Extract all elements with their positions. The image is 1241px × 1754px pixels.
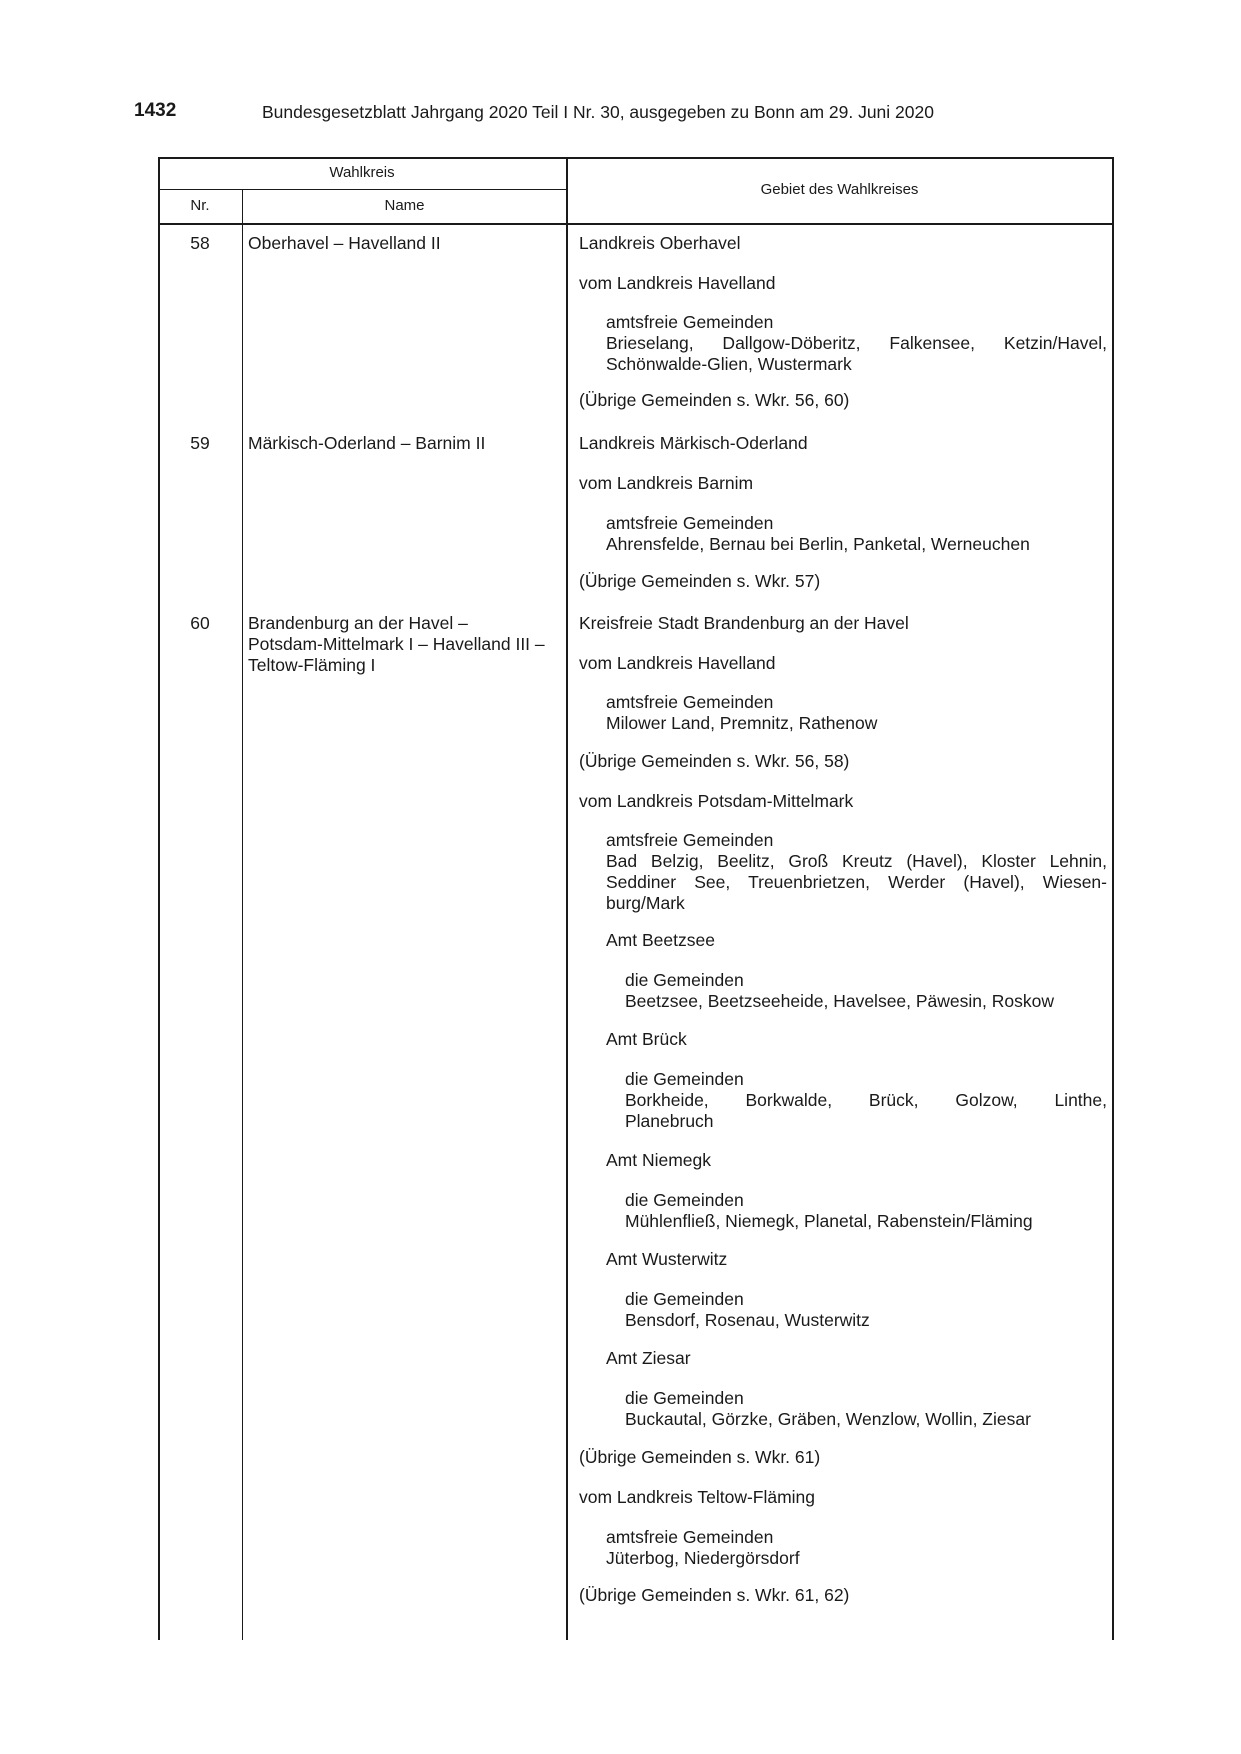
area-entry xyxy=(606,830,1107,914)
area-line: Landkreis Märkisch-Oderland xyxy=(579,433,808,453)
area-entry xyxy=(579,653,1107,674)
area-line: Amt Brück xyxy=(606,1029,687,1049)
area-line: (Übrige Gemeinden s. Wkr. 61) xyxy=(579,1447,821,1467)
area-entry xyxy=(606,1150,1107,1171)
header-gebiet: Gebiet des Wahlkreises xyxy=(760,181,919,198)
row-59-name: Märkisch-Oderland – Barnim II xyxy=(248,433,486,453)
area-line: amtsfreie Gemeinden xyxy=(606,513,774,533)
row-60-name xyxy=(248,613,568,676)
area-line: amtsfreie Gemeinden xyxy=(606,692,774,712)
area-line: Jüterbog, Niedergörsdorf xyxy=(606,1548,800,1568)
nr-name-divider xyxy=(242,189,243,1640)
area-line: burg/Mark xyxy=(606,893,685,913)
area-line: Kreisfreie Stadt Brandenburg an der Havel xyxy=(579,613,909,633)
area-line: vom Landkreis Barnim xyxy=(579,473,754,493)
area-line: Planebruch xyxy=(625,1111,714,1131)
area-line: Ahrensfelde, Bernau bei Berlin, Panketal, Werneuchen xyxy=(606,534,1030,554)
name-line: Teltow-Fläming I xyxy=(248,655,376,675)
header-bottom-rule xyxy=(158,223,1113,225)
area-line: Brieselang, Dallgow-Döberitz, Falkensee, Ketzin/Havel, xyxy=(606,333,1107,353)
header-wahlkreis: Wahlkreis xyxy=(329,164,395,181)
table-top-rule xyxy=(158,157,1113,159)
area-line: Mühlenfließ, Niemegk, Planetal, Rabenstein/Fläming xyxy=(625,1211,1033,1231)
constituency-table xyxy=(158,157,1113,1640)
area-entry xyxy=(579,751,1107,772)
area-entry xyxy=(579,1447,1107,1468)
header-name: Name xyxy=(384,197,425,214)
area-line: Seddiner See, Treuenbrietzen, Werder (Havel), Wiesen- xyxy=(606,872,1107,892)
area-entry xyxy=(606,1029,1107,1050)
area-line: (Übrige Gemeinden s. Wkr. 61, 62) xyxy=(579,1585,850,1605)
area-entry xyxy=(606,1527,1107,1569)
area-line: Amt Beetzsee xyxy=(606,930,715,950)
header-mid-rule xyxy=(158,189,566,190)
area-line: die Gemeinden xyxy=(625,1289,744,1309)
area-entry xyxy=(579,571,1107,592)
row-59-nr: 59 xyxy=(190,433,210,453)
area-entry xyxy=(625,1069,1107,1132)
row-58-name: Oberhavel – Havelland II xyxy=(248,233,441,253)
area-entry xyxy=(579,390,1107,411)
area-entry xyxy=(625,1289,1107,1331)
area-entry xyxy=(606,1249,1107,1270)
area-line: Amt Ziesar xyxy=(606,1348,691,1368)
page-header xyxy=(0,100,1241,126)
area-entry xyxy=(606,930,1107,951)
area-entry xyxy=(625,1190,1107,1232)
area-entry xyxy=(579,433,1107,454)
area-line: Landkreis Oberhavel xyxy=(579,233,741,253)
area-line: amtsfreie Gemeinden xyxy=(606,830,774,850)
area-line: vom Landkreis Havelland xyxy=(579,653,776,673)
area-line: vom Landkreis Potsdam-Mittelmark xyxy=(579,791,854,811)
area-line: vom Landkreis Havelland xyxy=(579,273,776,293)
area-line: die Gemeinden xyxy=(625,1388,744,1408)
area-line: Amt Wusterwitz xyxy=(606,1249,728,1269)
area-line: (Übrige Gemeinden s. Wkr. 56, 60) xyxy=(579,390,850,410)
area-line: amtsfreie Gemeinden xyxy=(606,312,774,332)
area-line: die Gemeinden xyxy=(625,1069,744,1089)
area-entry xyxy=(579,791,1107,812)
area-entry xyxy=(579,1585,1107,1606)
area-line: vom Landkreis Teltow-Fläming xyxy=(579,1487,816,1507)
area-entry xyxy=(606,513,1107,555)
area-line: Amt Niemegk xyxy=(606,1150,712,1170)
area-line: (Übrige Gemeinden s. Wkr. 56, 58) xyxy=(579,751,850,771)
area-line: Milower Land, Premnitz, Rathenow xyxy=(606,713,878,733)
area-line: Beetzsee, Beetzseeheide, Havelsee, Päwesin, Roskow xyxy=(625,991,1054,1011)
area-entry xyxy=(625,1388,1107,1430)
row-58-nr: 58 xyxy=(190,233,210,253)
page-number: 1432 xyxy=(134,100,177,121)
area-line: die Gemeinden xyxy=(625,970,744,990)
area-line: Buckautal, Görzke, Gräben, Wenzlow, Wollin, Ziesar xyxy=(625,1409,1031,1429)
area-line: Bad Belzig, Beelitz, Groß Kreutz (Havel), Kloster Lehnin, xyxy=(606,851,1107,871)
area-entry xyxy=(579,233,1107,254)
header-nr: Nr. xyxy=(190,197,210,214)
table-right-rule xyxy=(1112,157,1114,1640)
area-line: Schönwalde-Glien, Wustermark xyxy=(606,354,852,374)
table-left-rule xyxy=(158,157,160,1640)
row-60-nr: 60 xyxy=(190,613,210,633)
page-title: Bundesgesetzblatt Jahrgang 2020 Teil I Nr. 30, ausgegeben zu Bonn am 29. Juni 2020 xyxy=(262,102,934,122)
area-entry xyxy=(606,1348,1107,1369)
area-entry xyxy=(625,970,1107,1012)
area-entry xyxy=(579,613,1107,634)
area-entry xyxy=(579,1487,1107,1508)
area-entry xyxy=(606,692,1107,734)
area-line: (Übrige Gemeinden s. Wkr. 57) xyxy=(579,571,821,591)
name-line: Brandenburg an der Havel – xyxy=(248,613,468,633)
area-line: Bensdorf, Rosenau, Wusterwitz xyxy=(625,1310,870,1330)
area-line: die Gemeinden xyxy=(625,1190,744,1210)
name-area-divider xyxy=(566,157,568,1640)
area-entry xyxy=(579,273,1107,294)
area-entry xyxy=(606,312,1107,375)
area-line: amtsfreie Gemeinden xyxy=(606,1527,774,1547)
name-line: Potsdam-Mittelmark I – Havelland III – xyxy=(248,634,545,654)
area-entry xyxy=(579,473,1107,494)
area-line: Borkheide, Borkwalde, Brück, Golzow, Linthe, xyxy=(625,1090,1107,1110)
